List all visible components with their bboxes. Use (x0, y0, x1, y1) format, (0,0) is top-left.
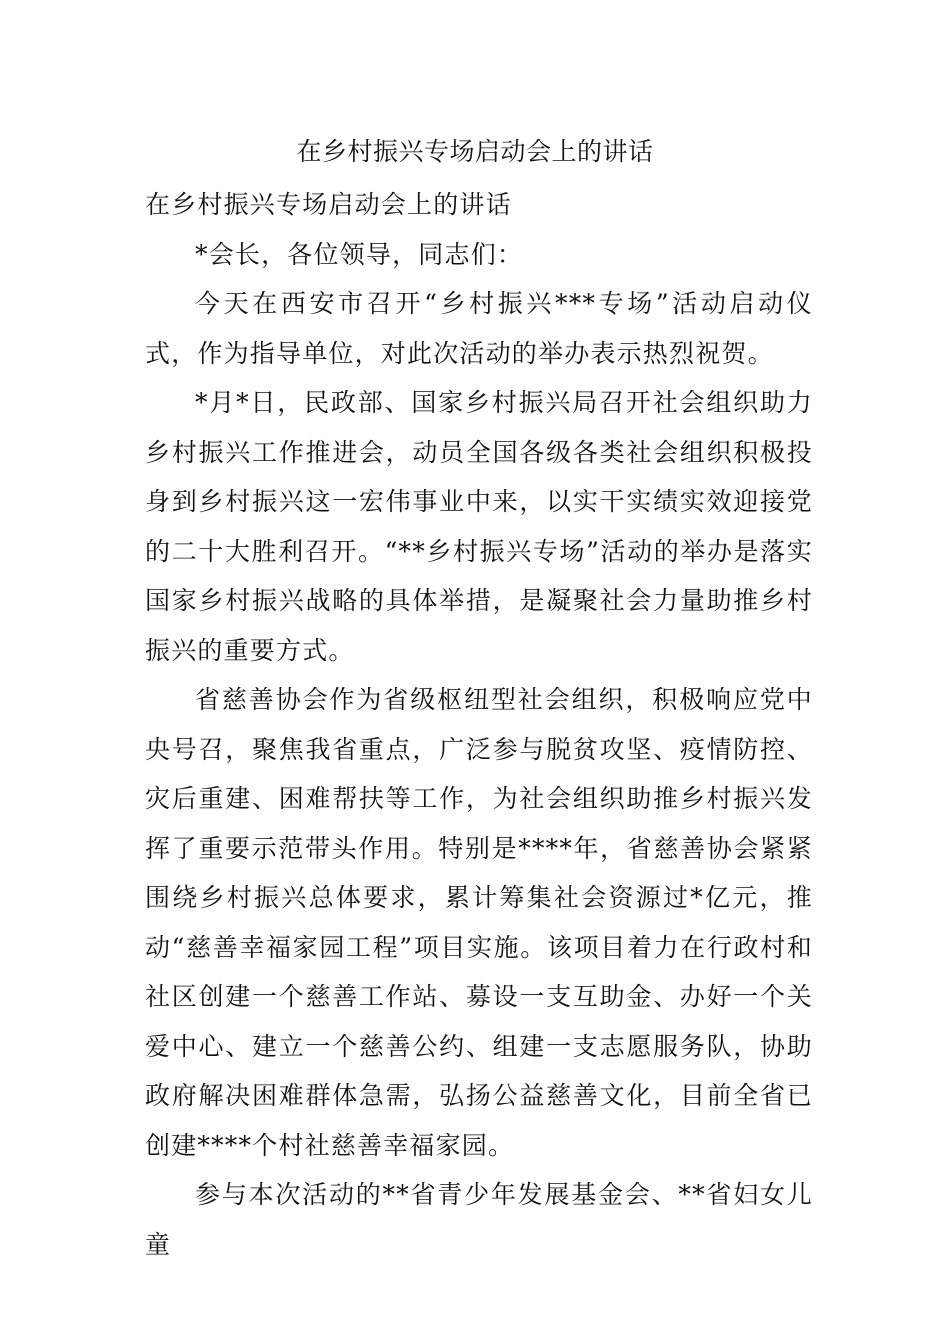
body-paragraph: 参与本次活动的**省青少年发展基金会、**省妇女儿童 (145, 1180, 813, 1259)
body-paragraph: *月*日，民政部、国家乡村振兴局召开社会组织助力乡村振兴工作推进会，动员全国各级各类社会组织积极投身到乡村振兴这一宏伟事业中来，以实干实绩实效迎接党的二十大胜利召开。“**乡村振兴专场”活动的举办是落实国家乡村振兴战略的具体举措，是凝聚社会力量助推乡村振兴的重要方式。 (145, 388, 813, 665)
body-paragraph: 省慈善协会作为省级枢纽型社会组织，积极响应党中央号召，聚焦我省重点，广泛参与脱贫攻坚、疫情防控、灾后重建、困难帮扶等工作，为社会组织助推乡村振兴发挥了重要示范带头作用。特别是****年，省慈善协会紧紧围绕乡村振兴总体要求，累计筹集社会资源过*亿元，推动“慈善幸福家园工程”项目实施。该项目着力在行政村和社区创建一个慈善工作站、募设一支互助金、办好一个关爱中心、建立一个慈善公约、组建一支志愿服务队，协助政府解决困难群体急需，弘扬公益慈善文化，目前全省已创建****个村社慈善幸福家园。 (145, 685, 813, 1160)
document-body (145, 180, 813, 1269)
body-paragraph: 今天在西安市召开“乡村振兴***专场”活动启动仪式，作为指导单位，对此次活动的举办表示热烈祝贺。 (145, 289, 813, 368)
salutation-paragraph: *会长，各位领导，同志们： (195, 239, 524, 269)
document-subtitle: 在乡村振兴专场启动会上的讲话 (145, 190, 512, 219)
document-title: 在乡村振兴专场启动会上的讲话 (296, 137, 654, 166)
